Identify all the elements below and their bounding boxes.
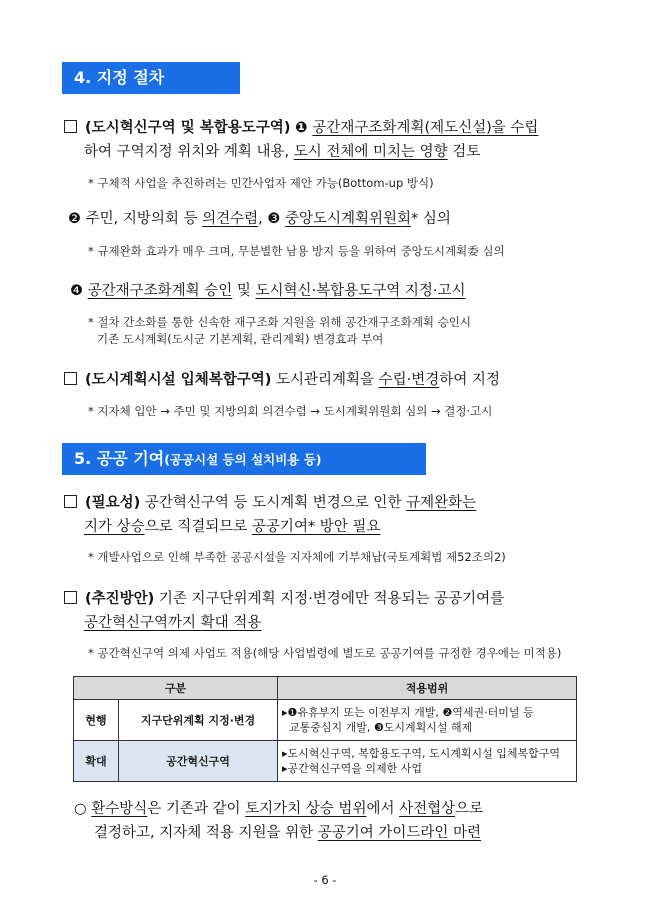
final-text-3: 으로 bbox=[455, 801, 484, 817]
bullet-text: 교통중심지 개발, ❸도시계획시설 해제 bbox=[282, 721, 473, 734]
central-committee-text: 중앙도시계획위원회 bbox=[284, 211, 412, 227]
step-3-marker: , ❸ bbox=[258, 211, 285, 227]
note-4-3-line-1: * 절차 간소화를 통한 신속한 재구조화 지원을 위해 공간재구조화계획 승인시 bbox=[88, 315, 472, 329]
section-5-subtitle: (공공시설 등의 설치비용 등) bbox=[164, 452, 322, 467]
step-4-marker: ❹ bbox=[70, 283, 88, 299]
item-1-label: (도시혁신구역 및 복합용도구역) bbox=[85, 120, 291, 136]
circle-bullet: ○ bbox=[74, 801, 92, 817]
need-line-1 bbox=[64, 493, 476, 513]
note-4-4: * 지자체 입안 → 주민 및 지방의회 의견수렴 → 도시계획위원회 심의 → 결정·고시 bbox=[88, 404, 493, 418]
section-5-header bbox=[62, 443, 426, 475]
item-1-line-2 bbox=[84, 142, 480, 162]
item-1-line-1 bbox=[64, 118, 538, 138]
land-value-range-text: 토지가치 상승 범위 bbox=[245, 801, 367, 817]
guideline-text: 공공기여 가이드라인 마련 bbox=[317, 825, 482, 841]
deliberation-text: * 심의 bbox=[411, 211, 451, 227]
final-text: 은 기존과 같이 bbox=[147, 801, 246, 817]
item-4-label: (도시계획시설 입체복합구역) bbox=[85, 372, 272, 388]
table-cell: 지구단위계획 지정·변경 bbox=[119, 700, 278, 741]
final-line-2 bbox=[94, 823, 481, 843]
note-4-2: * 규제완화 효과가 매우 크며, 무분별한 남용 방지 등을 위하여 중앙도시계획委 심의 bbox=[88, 244, 505, 258]
table-cell: 현행 bbox=[74, 700, 119, 741]
item-1-plan-text: 공간재구조화계획(제도신설)을 수립 bbox=[312, 120, 539, 136]
bullet-text: ▸도시혁신구역, 복합용도구역, 도시계획시설 입체복합구역 bbox=[282, 747, 561, 760]
item-4-tail: 하여 지정 bbox=[439, 372, 500, 388]
table-row bbox=[74, 700, 577, 741]
land-price-rise-text: 지가 상승 bbox=[84, 519, 145, 535]
checkbox-square-icon bbox=[64, 120, 77, 133]
deregulation-text: 규제완화는 bbox=[406, 495, 477, 511]
item-2-line bbox=[68, 209, 451, 229]
section-4-header bbox=[62, 62, 240, 94]
need-line-2 bbox=[84, 517, 380, 537]
and-text: 및 bbox=[232, 283, 256, 299]
table-cell bbox=[278, 741, 577, 782]
contribution-plan-text: 공공기여* 방안 필요 bbox=[251, 519, 381, 535]
checkbox-square-icon bbox=[64, 591, 77, 604]
plan-line-1 bbox=[64, 589, 504, 609]
item-1-review-text: 검토 bbox=[447, 144, 481, 160]
establish-change-text: 수립·변경 bbox=[378, 372, 440, 388]
plan-line-2: 공간혁신구역까지 확대 적용 bbox=[84, 615, 262, 631]
note-4-3-line-2: 기존 도시계획(도시군 기본계획, 관리계획) 변경효과 부여 bbox=[97, 332, 384, 346]
step-2-text: ❷ 주민, 지방의회 등 bbox=[68, 211, 203, 227]
item-4-line bbox=[64, 370, 500, 390]
step-1-marker: ❶ bbox=[295, 120, 313, 136]
table-cell bbox=[278, 700, 577, 741]
bullet-text: ▸❶유휴부지 또는 이전부지 개발, ❷역세권·터미널 등 bbox=[282, 706, 534, 719]
checkbox-square-icon bbox=[64, 372, 77, 385]
final-text-4: 결정하고, 지자체 적용 지원을 위한 bbox=[94, 825, 318, 841]
checkbox-square-icon bbox=[64, 495, 77, 508]
section-4-title: 4. 지정 절차 bbox=[74, 68, 165, 87]
plan-text: 기존 지구단위계획 지정·변경에만 적용되는 공공기여를 bbox=[154, 591, 505, 607]
zone-designation-text: 도시혁신·복합용도구역 지정·고시 bbox=[255, 283, 466, 299]
page-number: - 6 - bbox=[313, 873, 337, 887]
item-1-impact-text: 도시 전체에 미치는 영향 bbox=[293, 144, 448, 160]
plan-label: (추진방안) bbox=[85, 591, 155, 607]
bullet-text: ▸공간혁신구역을 의제한 사업 bbox=[282, 762, 423, 775]
prior-negotiation-text: 사전협상 bbox=[399, 801, 456, 817]
table-row bbox=[74, 741, 577, 782]
need-text-2: 으로 직결되므로 bbox=[144, 519, 252, 535]
plan-approval-text: 공간재구조화계획 승인 bbox=[87, 283, 233, 299]
note-5-1: * 개발사업으로 인해 부족한 공공시설을 지자체에 기부채납(국토계획법 제52조의2) bbox=[88, 550, 506, 564]
item-3-line bbox=[70, 281, 465, 301]
need-label: (필요성) bbox=[85, 495, 141, 511]
recovery-method-text: 환수방식 bbox=[91, 801, 148, 817]
final-text-2: 에서 bbox=[366, 801, 400, 817]
note-5-2: * 공간혁신구역 의제 사업도 적용(해당 사업법령에 별도로 공공기여를 규정한 경우에는 미적용) bbox=[88, 646, 562, 660]
table-cell: 공간혁신구역 bbox=[119, 741, 278, 782]
table-cell: 확대 bbox=[74, 741, 119, 782]
scope-table bbox=[73, 676, 577, 782]
section-5-title: 5. 공공 기여 bbox=[74, 449, 165, 468]
note-4-1: * 구체적 사업을 추진하려는 민간사업자 제안 가능(Bottom-up 방식) bbox=[88, 176, 434, 190]
item-4-text: 도시관리계획을 bbox=[271, 372, 379, 388]
final-line-1 bbox=[74, 799, 483, 819]
opinion-collection-text: 의견수렴 bbox=[202, 211, 259, 227]
table-header-scope: 적용범위 bbox=[278, 677, 577, 700]
table-header-row bbox=[74, 677, 577, 700]
table-header-category: 구분 bbox=[74, 677, 278, 700]
need-text: 공간혁신구역 등 도시계획 변경으로 인한 bbox=[140, 495, 407, 511]
item-1-text: 하여 구역지정 위치와 계획 내용, bbox=[84, 144, 294, 160]
